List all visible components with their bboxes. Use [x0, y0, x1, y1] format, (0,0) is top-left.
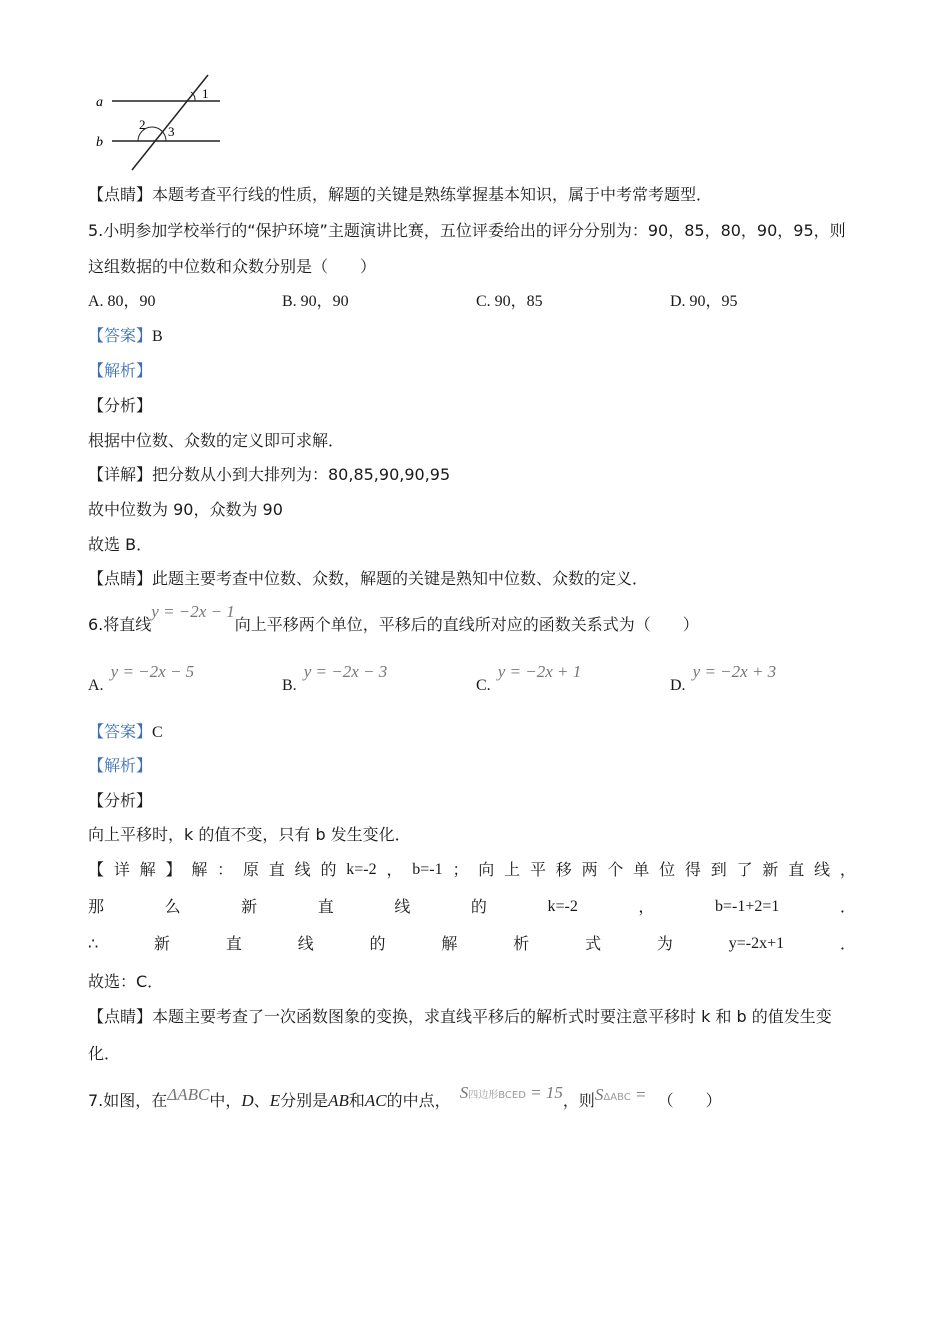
text-token: ，	[638, 897, 655, 916]
q6-option-d	[670, 662, 777, 697]
label-angle-1: 1	[202, 86, 209, 101]
text-token: 线	[297, 934, 314, 953]
text-token: ，	[839, 860, 856, 879]
q7-triangle: ΔABC	[167, 1085, 210, 1104]
q5-stem-line2: 这组数据的中位数和众数分别是（ ）	[88, 257, 377, 276]
text-token: 解	[191, 860, 208, 879]
text-token: 直	[317, 897, 334, 916]
q7-area-quad-sub: 四边形BCED	[468, 1090, 526, 1101]
q7-area-quad-s: S	[459, 1083, 469, 1102]
q7-pre: 7.如图，在	[88, 1091, 168, 1110]
q6-option-a-letter: A.	[88, 677, 104, 694]
text-token: 那	[88, 897, 105, 916]
text-token: 平	[529, 860, 546, 879]
text-token: 直	[225, 934, 242, 953]
text-token: 线	[394, 897, 411, 916]
label-b: b	[96, 135, 103, 150]
q7-ze: ，则	[562, 1091, 595, 1110]
q5-answer	[88, 325, 163, 348]
text-token: ，	[386, 860, 403, 879]
q6-dianjing-line2: 化．	[88, 1044, 121, 1063]
q5-dianjing: 【点睛】此题主要考查中位数、众数，解题的关键是熟知中位数、众数的定义．	[88, 569, 649, 588]
q6-stem-pre: 6.将直线	[88, 615, 152, 634]
q7-mid: 中，	[209, 1091, 242, 1110]
text-token: b=-1	[412, 861, 443, 878]
q6-option-d-letter: D.	[670, 677, 686, 694]
q6-stem	[88, 602, 699, 636]
text-token: 析	[513, 934, 530, 953]
text-token: 到	[710, 860, 727, 879]
q7-zhongdian: 的中点，	[386, 1091, 451, 1110]
q6-option-b-math: y = −2x − 3	[303, 662, 388, 681]
text-token: 了	[736, 860, 753, 879]
text-token: k=-2	[346, 861, 377, 878]
q6-option-c-math: y = −2x + 1	[497, 662, 582, 681]
text-token: k=-2	[547, 898, 578, 915]
q7-area-quad-value: = 15	[530, 1083, 563, 1102]
q7-area-triangle	[595, 1085, 647, 1104]
q6-option-d-math: y = −2x + 3	[692, 662, 777, 681]
q7-area-quad	[460, 1083, 563, 1102]
q6-option-a	[88, 662, 195, 697]
text-token: 个	[607, 860, 624, 879]
q7-area-triangle-sub: ΔABC	[603, 1092, 631, 1103]
parallel-lines-figure	[90, 72, 230, 172]
text-token: 】	[165, 860, 182, 879]
text-token: 上	[504, 860, 521, 879]
text-token: 的	[470, 897, 487, 916]
q6-answer	[88, 721, 163, 744]
q4-dianjing: 【点睛】本题考查平行线的性质，解题的关键是熟练掌握基本知识，属于中考常考题型．	[88, 185, 713, 204]
q5-xiangjie-line3: 故选 B．	[88, 535, 153, 554]
q5-xiangjie-line2: 故中位数为 90，众数为 90	[88, 500, 283, 519]
text-token: 移	[555, 860, 572, 879]
text-token: 解	[441, 934, 458, 953]
text-token: ；	[452, 860, 469, 879]
text-token: 【	[88, 860, 105, 879]
text-token: 向	[478, 860, 495, 879]
q7-he: 和	[348, 1091, 365, 1110]
q6-fenxi-text: 向上平移时，k 的值不变，只有 b 发生变化．	[88, 825, 411, 844]
q6-stem-math: y = −2x − 1	[151, 602, 235, 621]
answer-value: B	[152, 328, 163, 345]
text-token: 新	[241, 897, 258, 916]
text-token: 直	[788, 860, 805, 879]
text-token: 的	[369, 934, 386, 953]
text-token: 单	[633, 860, 650, 879]
label-a: a	[96, 95, 103, 110]
q6-stem-post: 向上平移两个单位，平移后的直线所对应的函数关系式为（ ）	[234, 615, 699, 634]
text-token: 原	[242, 860, 259, 879]
q6-xiangjie-line3	[88, 933, 856, 955]
q6-guxuan: 故选：C．	[88, 972, 164, 991]
text-token: 位	[659, 860, 676, 879]
text-token: ∴	[88, 934, 99, 953]
q6-jiexi-heading: 【解析】	[88, 756, 153, 775]
q6-xiangjie-line1	[88, 859, 856, 881]
answer-value: C	[152, 724, 163, 741]
q6-option-c-letter: C.	[476, 677, 491, 694]
text-token: 的	[320, 860, 337, 879]
text-token: y=-2x+1	[728, 935, 785, 952]
q7-stem	[88, 1083, 722, 1115]
q7-area-triangle-s: S	[594, 1085, 604, 1104]
q6-option-b	[282, 662, 388, 697]
text-token: 详	[113, 860, 130, 879]
q6-xiangjie-line2	[88, 896, 856, 918]
text-token: 式	[585, 934, 602, 953]
text-token: ：	[217, 860, 234, 879]
text-token: 新	[154, 934, 171, 953]
q5-fenxi-heading: 【分析】	[88, 396, 153, 415]
q6-option-c	[476, 662, 582, 697]
answer-label: 【答案】	[88, 326, 153, 345]
q5-fenxi-text: 根据中位数、众数的定义即可求解．	[88, 431, 345, 450]
q7-point-e: E	[269, 1091, 281, 1110]
text-token: 线	[814, 860, 831, 879]
q6-dianjing-line1: 【点睛】本题主要考查了一次函数图象的变换，求直线平移后的解析式时要注意平移时 k 和 b 的值发生变	[88, 1007, 832, 1026]
q7-point-d: D	[241, 1091, 254, 1110]
q6-option-a-math: y = −2x − 5	[110, 662, 195, 681]
label-angle-3: 3	[168, 124, 175, 139]
q5-option-a: A. 80，90	[88, 293, 156, 310]
answer-label: 【答案】	[88, 722, 153, 741]
q5-option-c: C. 90，85	[476, 293, 543, 310]
q5-option-d: D. 90，95	[670, 293, 738, 310]
q7-fenbie: 分别是	[280, 1091, 329, 1110]
text-token: 线	[294, 860, 311, 879]
text-token: b=-1+2=1	[714, 898, 780, 915]
text-token: 两	[581, 860, 598, 879]
q7-area-triangle-eq: =	[635, 1085, 647, 1104]
q7-sep: 、	[253, 1091, 270, 1110]
q6-option-b-letter: B.	[282, 677, 297, 694]
q7-segment-ab: AB	[328, 1091, 349, 1110]
q5-xiangjie: 【详解】把分数从小到大排列为：80,85,90,90,95	[88, 465, 451, 484]
label-angle-2: 2	[139, 117, 146, 132]
text-token: 解	[139, 860, 156, 879]
q5-stem-line1: 5.小明参加学校举行的“保护环境”主题演讲比赛，五位评委给出的评分分别为：90，85，80，90，95，则	[88, 221, 846, 240]
q7-segment-ac: AC	[364, 1091, 387, 1110]
text-token: ．	[839, 934, 856, 953]
text-token: 新	[762, 860, 779, 879]
q7-tail: （ ）	[657, 1091, 722, 1110]
text-token: 为	[656, 934, 673, 953]
text-token: 么	[164, 897, 181, 916]
text-token: 直	[268, 860, 285, 879]
text-token: 得	[684, 860, 701, 879]
q5-option-b: B. 90，90	[282, 293, 349, 310]
text-token: ．	[839, 897, 856, 916]
q6-fenxi-heading: 【分析】	[88, 791, 153, 810]
q5-jiexi-heading: 【解析】	[88, 361, 153, 380]
